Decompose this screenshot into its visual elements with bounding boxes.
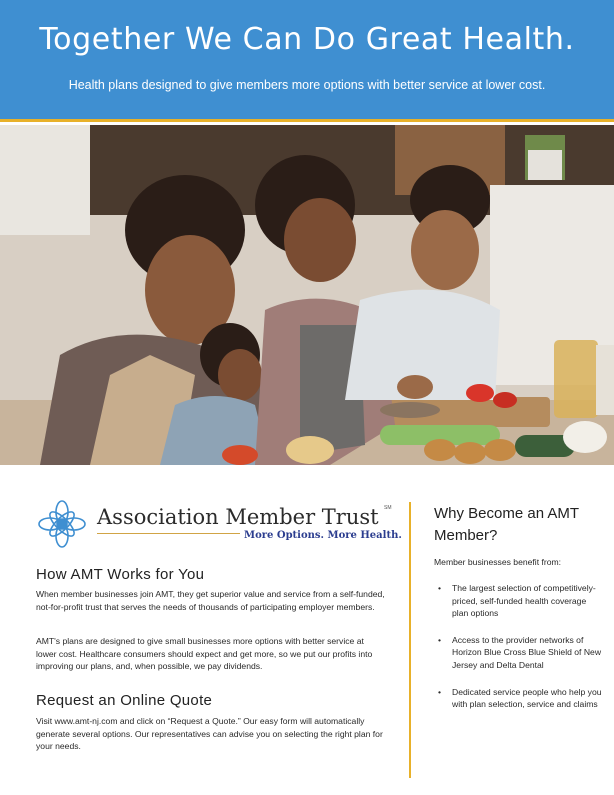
sidebar-title: Why Become an AMT Member? [434,505,579,544]
service-mark: SM [384,505,392,511]
how-amt-works-paragraph-2: AMT's plans are designed to give small businesses more options with better service at lower cost. Healthcare consumers should expect and get more, so we put our profits into improving our plans, and, when possible, we pay dividends. [36,636,373,672]
bullet-icon: • [438,686,442,697]
column-divider [409,502,411,778]
brand-tagline: More Options. More Health. [240,530,406,541]
benefit-text: Access to the provider networks of Horizon Blue Cross Blue Shield of New Jersey and Delta Dental [452,634,602,670]
flower-mandala-logo-icon [36,498,88,550]
list-item [434,686,604,711]
brand-name: Association Member Trust [97,505,379,529]
header-banner [0,0,614,122]
request-quote-paragraph: Visit www.amt-nj.com and click on “Request a Quote.” Our easy form will automatically generate several options. Our representatives can advise you on selecting the right plan for your needs. [36,716,383,752]
sidebar-intro: Member businesses benefit from: [434,557,562,567]
section-heading-how-amt-works: How AMT Works for You [36,566,205,583]
bullet-icon: • [438,634,442,645]
page-subtitle: Health plans designed to give members more options with better service at lower cost. [68,78,546,92]
family-cooking-photo [0,125,614,465]
photo-illustration [0,125,614,465]
benefits-list [434,582,604,725]
how-amt-works-paragraph-1: When member businesses join AMT, they get superior value and service from a self-funded, not-for-profit trust that serves the needs of thousands of participating employer members. [36,589,385,612]
section-heading-request-quote: Request an Online Quote [36,692,213,709]
page-title: Together We Can Do Great Health. [39,22,575,57]
bullet-icon: • [438,583,442,593]
list-item [434,582,604,620]
benefit-text: The largest selection of competitively-priced, self-funded health coverage plan options [452,583,596,619]
benefit-text: Dedicated service people who help you with plan selection, service and claims [452,686,602,710]
list-item [434,634,604,672]
content-area [0,465,614,795]
